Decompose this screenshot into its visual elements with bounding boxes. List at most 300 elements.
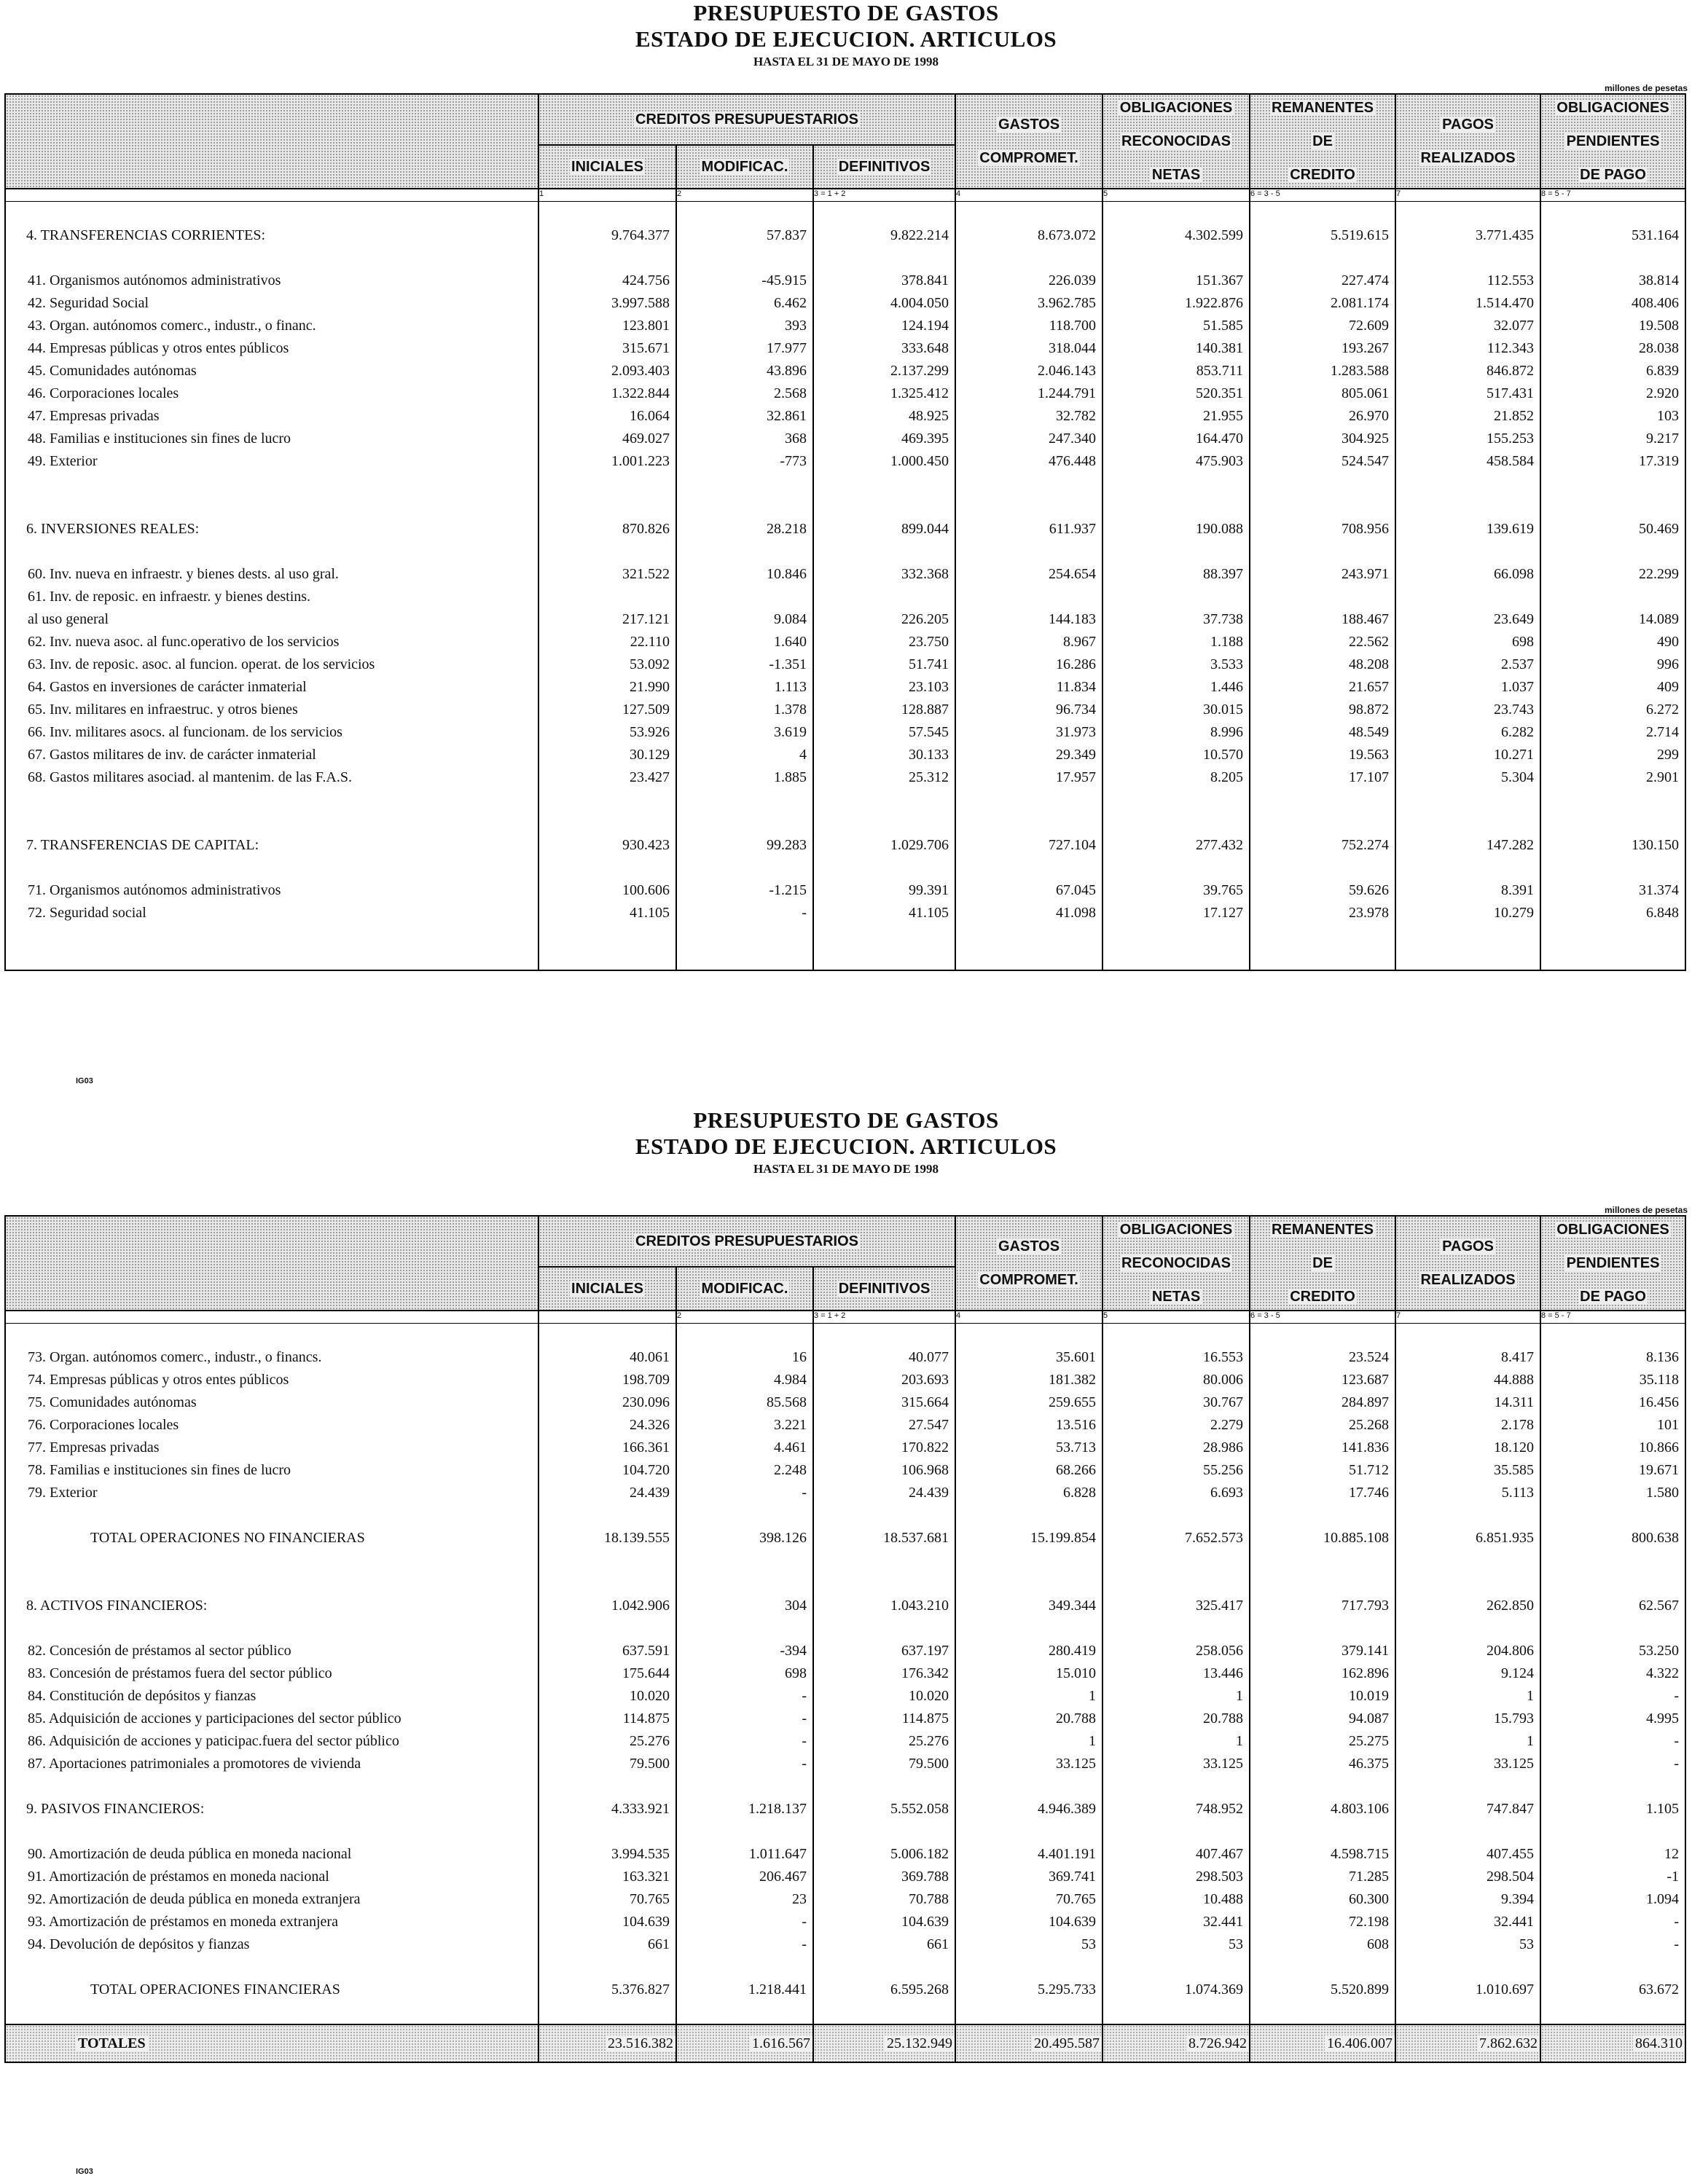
spacer-line [677,1956,812,1979]
cell-value: 10.279 [1494,905,1535,921]
body-row-page-2 [5,1324,1685,2025]
spacer-line [1250,1820,1395,1843]
cell-value: 203.693 [901,1372,949,1388]
cell-value: 469.395 [901,431,949,447]
spacer-line [1396,2001,1540,2024]
column-iniciales [538,202,676,971]
row-description: 44. Empresas públicas y otros entes públicos [28,340,289,356]
cell-value: 17.977 [767,340,807,356]
cell-value: 94.087 [1349,1710,1390,1727]
cell-value: 114.875 [622,1710,670,1727]
spacer-line [539,1549,675,1572]
cell-value: 2.901 [1646,769,1680,785]
cell-value: 25.276 [630,1733,670,1749]
cell-value: 101 [1657,1417,1680,1433]
cell-value: 30.129 [630,747,670,763]
cell-value: - [802,1710,807,1727]
cell-value: 37.738 [1203,611,1244,627]
cell-value: 176.342 [901,1665,949,1681]
header-obligaciones: OBLIGACIONES RECONOCIDAS NETAS [1102,94,1250,189]
spacer-line [1250,947,1395,970]
row-description: 87. Aportaciones patrimoniales a promotores de vivienda [28,1756,361,1772]
cell-value: - [1674,1936,1680,1952]
header-creditos: CREDITOS PRESUPUESTARIOS [538,1216,955,1267]
cell-value: 60.300 [1349,1891,1390,1907]
spacer-line [1396,1324,1540,1346]
cell-value: 20.788 [1056,1710,1097,1727]
cell-value: 2.093.403 [611,363,670,379]
cell-value: 46.375 [1349,1756,1390,1772]
spacer-line [539,947,675,970]
cell-value: 9.394 [1501,1891,1535,1907]
cell-value: 98.872 [1349,702,1390,718]
group-heading: 7. TRANSFERENCIAS DE CAPITAL: [26,837,259,853]
cell-value: 16.553 [1203,1349,1244,1365]
header-creditos: CREDITOS PRESUPUESTARIOS [538,94,955,145]
cell-value: 5.519.615 [1331,227,1390,243]
cell-value: 59.626 [1349,882,1390,898]
total-label: TOTAL OPERACIONES NO FINANCIERAS [90,1530,365,1546]
spacer-line [677,473,812,495]
spacer-line [6,1820,538,1843]
cell-value: 53.926 [630,724,670,740]
cell-value: 32.441 [1494,1914,1535,1930]
spacer-line [1250,1617,1395,1640]
cell-value: 57.837 [767,227,807,243]
cell-value: 1.922.876 [1185,295,1244,311]
cell-value: - [802,1688,807,1704]
spacer-line [814,1504,955,1527]
cell-value: 23.524 [1349,1349,1390,1365]
spacer-line [956,1549,1102,1572]
total-label: TOTAL OPERACIONES FINANCIERAS [90,1981,340,1998]
spacer-line [1541,202,1685,224]
spacer-line [677,1549,812,1572]
cell-value: 13.446 [1203,1665,1244,1681]
spacer-line [6,1504,538,1527]
cell-value [1103,586,1249,608]
header-gastos: GASTOS COMPROMET. [955,94,1102,189]
cell-value: 14.089 [1639,611,1680,627]
spacer-line [1103,2001,1249,2024]
spacer-line [1250,1504,1395,1527]
cell-value: 15.793 [1494,1710,1535,1727]
cell-value: 298.504 [1487,1869,1535,1885]
cell-value: 14.311 [1494,1394,1535,1410]
cell-value: -1 [1666,1869,1680,1885]
cell-value: 407.467 [1196,1846,1244,1862]
cell-value: 24.326 [630,1417,670,1433]
formula-row: 1 2 3 = 1 + 2 4 5 6 = 3 - 5 7 8 = 5 - 7 [5,189,1685,202]
cell-value: 1.885 [774,769,807,785]
row-description: 82. Concesión de préstamos al sector público [28,1643,291,1659]
cell-value [539,586,675,608]
cell-value: 4.333.921 [611,1801,670,1817]
cell-value: 321.522 [622,566,670,582]
spacer-line [1250,1775,1395,1798]
cell-value: 708.956 [1342,521,1390,537]
cell-value: 10.885.108 [1323,1530,1390,1546]
grand-total-value: 864.310 [1540,2024,1685,2062]
cell-value: 80.006 [1203,1372,1244,1388]
cell-value: 162.896 [1342,1665,1390,1681]
cell-value: 139.619 [1487,521,1535,537]
spacer-line [814,789,955,812]
cell-value: - [1674,1733,1680,1749]
cell-value: 727.104 [1049,837,1097,853]
cell-value: 21.955 [1203,408,1244,424]
cell-value: 1.378 [774,702,807,718]
spacer-line [1541,812,1685,834]
group-heading: 8. ACTIVOS FINANCIEROS: [26,1598,208,1614]
spacer-line [6,2001,538,2024]
page-code: IG03 [76,1077,93,1085]
spacer-line [677,2001,812,2024]
cell-value: 118.700 [1049,318,1097,334]
cell-value: 3.221 [774,1417,807,1433]
cell-value: 18.537.681 [883,1530,949,1546]
cell-value: 32.441 [1203,1914,1244,1930]
cell-value: 100.606 [622,882,670,898]
cell-value: 62.567 [1639,1598,1680,1614]
row-description: 75. Comunidades autónomas [28,1394,197,1410]
cell-value: 5.113 [1501,1485,1535,1501]
row-description: 71. Organismos autónomos administrativos [28,882,281,898]
cell-value: 53.250 [1639,1643,1680,1659]
spacer-line [1103,202,1249,224]
cell-value: 6.282 [1501,724,1535,740]
cell-value: 349.344 [1049,1598,1097,1614]
cell-value: 325.417 [1196,1598,1244,1614]
cell-value: 369.741 [1049,1869,1097,1885]
spacer-line [539,789,675,812]
cell-value: 9.217 [1646,431,1680,447]
spacer-line [1103,1324,1249,1346]
cell-value: 661 [927,1936,949,1952]
cell-value: 1 [1527,1733,1535,1749]
cell-value: 23.649 [1494,611,1535,627]
cell-value: 141.836 [1342,1439,1390,1456]
spacer-line [1103,1775,1249,1798]
cell-value: 254.654 [1049,566,1097,582]
cell-value: 16 [792,1349,807,1365]
cell-value: 8.996 [1210,724,1244,740]
column-pagos [1395,1324,1540,2025]
cell-value: 6.272 [1646,702,1680,718]
column-gastos [955,202,1102,971]
cell-value: 304 [785,1598,807,1614]
spacer-line [539,541,675,563]
spacer-line [6,495,538,518]
spacer-line [677,202,812,224]
cell-value: 15.199.854 [1030,1530,1097,1546]
spacer-line [1541,1572,1685,1595]
spacer-line [1103,789,1249,812]
cell-value: 378.841 [901,272,949,288]
cell-value: 8.205 [1210,769,1244,785]
header-pagos: PAGOS REALIZADOS [1395,1216,1540,1311]
cell-value: 48.925 [909,408,949,424]
spacer-line [677,857,812,879]
row-description: 78. Familias e instituciones sin fines de lucro [28,1462,291,1478]
cell-value: 70.788 [909,1891,949,1907]
row-description: 62. Inv. nueva asoc. al func.operativo de los servicios [28,634,340,650]
spacer-line [956,495,1102,518]
budget-table-page-1 [4,93,1686,971]
cell-value: 243.971 [1342,566,1390,582]
cell-value [677,586,812,608]
title-line-2: ESTADO DE EJECUCION. ARTICULOS [635,1134,1057,1159]
spacer-line [1103,924,1249,947]
spacer-line [677,789,812,812]
cell-value: 22.299 [1639,566,1680,582]
cell-value: 4.946.389 [1038,1801,1097,1817]
cell-value: 475.903 [1196,453,1244,469]
spacer-line [956,857,1102,879]
spacer-line [814,1820,955,1843]
spacer-line [6,1956,538,1979]
spacer-line [677,1504,812,1527]
cell-value: -45.915 [761,272,807,288]
cell-value: 35.118 [1639,1372,1680,1388]
spacer-line [1541,247,1685,270]
row-description: 41. Organismos autónomos administrativos [28,272,281,288]
cell-value: 35.601 [1056,1349,1097,1365]
cell-value: 800.638 [1632,1530,1680,1546]
cell-value: 4.004.050 [890,295,949,311]
cell-value: 469.027 [622,431,670,447]
spacer-line [1396,789,1540,812]
row-description: 83. Concesión de préstamos fuera del sector público [28,1665,332,1681]
spacer-line [1541,541,1685,563]
column-modificac [676,1324,813,2025]
row-description: 90. Amortización de deuda pública en moneda nacional [28,1846,352,1862]
cell-value: 315.664 [901,1394,949,1410]
row-description: 86. Adquisición de acciones y paticipac.fuera del sector público [28,1733,399,1749]
header-pendientes: OBLIGACIONES PENDIENTES DE PAGO [1540,94,1685,189]
cell-value: 5.552.058 [890,1801,949,1817]
cell-value: 22.110 [630,634,670,650]
cell-value: 333.648 [901,340,949,356]
cell-value: 40.077 [909,1349,949,1365]
spacer-line [1250,789,1395,812]
cell-value: 1.010.697 [1476,1981,1535,1998]
cell-value: 48.549 [1349,724,1390,740]
spacer-line [1396,924,1540,947]
cell-value: 217.121 [622,611,670,627]
cell-value: 226.205 [901,611,949,627]
cell-value: 175.644 [622,1665,670,1681]
cell-value: 1.446 [1210,679,1244,695]
cell-value: 698 [1512,634,1535,650]
cell-value: 3.619 [774,724,807,740]
cell-value: 3.533 [1210,656,1244,672]
subtitle: HASTA EL 31 DE MAYO DE 1998 [753,55,939,68]
header-iniciales: INICIALES [538,1267,676,1311]
cell-value: 151.367 [1196,272,1244,288]
cell-value: 1.074.369 [1185,1981,1244,1998]
row-description: 42. Seguridad Social [28,295,149,311]
cell-value: 2.279 [1210,1417,1244,1433]
cell-value: 29.349 [1056,747,1097,763]
cell-value: 5.295.733 [1038,1981,1097,1998]
column-pendientes [1540,1324,1685,2025]
cell-value: 247.340 [1049,431,1097,447]
spacer-line [814,1572,955,1595]
row-description: 76. Corporaciones locales [28,1417,179,1433]
spacer-line [539,202,675,224]
cell-value: 9.764.377 [611,227,670,243]
row-description: al uso general [28,611,109,627]
cell-value: 6.851.935 [1476,1530,1535,1546]
cell-value: 1.037 [1501,679,1535,695]
spacer-line [677,924,812,947]
cell-value: 114.875 [901,1710,949,1727]
cell-value: 10.019 [1349,1688,1390,1704]
header-modificac: MODIFICAC. [676,1267,813,1311]
cell-value: 3.962.785 [1038,295,1097,311]
spacer-line [6,202,538,224]
grand-total-value: 20.495.587 [955,2024,1102,2062]
spacer-line [1541,1820,1685,1843]
header-remanentes: REMANENTES DE CREDITO [1250,94,1395,189]
cell-value: 181.382 [1049,1372,1097,1388]
cell-value [1250,586,1395,608]
header-pendientes: OBLIGACIONES PENDIENTES DE PAGO [1540,1216,1685,1311]
row-description: 43. Organ. autónomos comerc., industr., o financ. [28,318,316,334]
cell-value: 11.834 [1056,679,1097,695]
units-label: millones de pesetas [1604,1205,1688,1215]
cell-value: 717.793 [1342,1598,1390,1614]
spacer-line [6,1775,538,1798]
spacer-line [1103,857,1249,879]
cell-value: 27.547 [909,1417,949,1433]
row-description: 85. Adquisición de acciones y participaciones del sector público [28,1710,402,1727]
spacer-line [677,1775,812,1798]
spacer-line [1396,857,1540,879]
spacer-line [1541,1956,1685,1979]
title-line-1: PRESUPUESTO DE GASTOS [693,1107,999,1133]
cell-value: 8.417 [1501,1349,1535,1365]
spacer-line [1396,247,1540,270]
row-description: 60. Inv. nueva en infraestr. y bienes dests. al uso gral. [28,566,339,582]
cell-value: 262.850 [1487,1598,1535,1614]
cell-value: 51.741 [909,656,949,672]
spacer-line [1396,495,1540,518]
spacer-line [1250,541,1395,563]
cell-value: 21.990 [630,679,670,695]
cell-value: 6.828 [1063,1485,1097,1501]
cell-value: 8.136 [1646,1349,1680,1365]
cell-value: 79.500 [909,1756,949,1772]
cell-value: 13.516 [1056,1417,1097,1433]
cell-value: - [1674,1914,1680,1930]
cell-value: 1 [1236,1688,1244,1704]
cell-value: 15.010 [1056,1665,1097,1681]
cell-value: 747.847 [1487,1801,1535,1817]
column-remanentes [1250,1324,1395,2025]
header-modificac: MODIFICAC. [676,145,813,189]
spacer-line [1396,812,1540,834]
spacer-line [956,1324,1102,1346]
spacer-line [1103,812,1249,834]
cell-value: 10.020 [630,1688,670,1704]
cell-value: 30.767 [1203,1394,1244,1410]
cell-value: 393 [785,318,807,334]
cell-value: 398.126 [759,1530,807,1546]
spacer-line [539,1617,675,1640]
cell-value: 318.044 [1049,340,1097,356]
header-definitivos: DEFINITIVOS [813,145,955,189]
spacer-line [814,473,955,495]
cell-value: 40.061 [630,1349,670,1365]
spacer-line [814,924,955,947]
description-column [5,202,538,971]
cell-value: 188.467 [1342,611,1390,627]
spacer-line [814,857,955,879]
budget-table-page-2 [4,1215,1686,2063]
spacer-line [814,495,955,518]
cell-value: 17.319 [1639,453,1680,469]
cell-value: 853.711 [1196,363,1244,379]
cell-value: 25.312 [909,769,949,785]
spacer-line [814,947,955,970]
subtitle: HASTA EL 31 DE MAYO DE 1998 [753,1162,939,1176]
cell-value: 155.253 [1487,431,1535,447]
cell-value: - [802,1914,807,1930]
cell-value: - [802,905,807,921]
row-description: 91. Amortización de préstamos en moneda nacional [28,1869,329,1885]
group-heading: 9. PASIVOS FINANCIEROS: [26,1801,205,1817]
header-gastos: GASTOS COMPROMET. [955,1216,1102,1311]
cell-value: 43.896 [767,363,807,379]
cell-value: 32.782 [1056,408,1097,424]
cell-value: 424.756 [622,272,670,288]
column-definitivos [813,1324,955,2025]
cell-value: 277.432 [1196,837,1244,853]
cell-value: 164.470 [1196,431,1244,447]
cell-value: 805.061 [1342,385,1390,401]
spacer-line [1103,1617,1249,1640]
cell-value: 28.038 [1639,340,1680,356]
spacer-line [1103,1956,1249,1979]
cell-value: 18.120 [1494,1439,1535,1456]
cell-value: 369.788 [901,1869,949,1885]
spacer-line [6,789,538,812]
cell-value: 259.655 [1049,1394,1097,1410]
cell-value: 21.852 [1494,408,1535,424]
spacer-line [1396,1956,1540,1979]
grand-total-value: 25.132.949 [813,2024,955,2062]
cell-value: 53.092 [630,656,670,672]
spacer-line [1250,1956,1395,1979]
spacer-line [539,1324,675,1346]
cell-value: - [802,1756,807,1772]
cell-value: 25.276 [909,1733,949,1749]
cell-value [1541,586,1685,608]
cell-value: 147.282 [1487,837,1535,853]
column-definitivos [813,202,955,971]
cell-value: 10.020 [909,1688,949,1704]
cell-value: 2.568 [774,385,807,401]
cell-value: 637.591 [622,1643,670,1659]
spacer-line [1541,857,1685,879]
spacer-line [1103,1549,1249,1572]
cell-value: 112.343 [1487,340,1535,356]
spacer-line [677,495,812,518]
cell-value: 698 [785,1665,807,1681]
body-row-page-1 [5,202,1685,971]
